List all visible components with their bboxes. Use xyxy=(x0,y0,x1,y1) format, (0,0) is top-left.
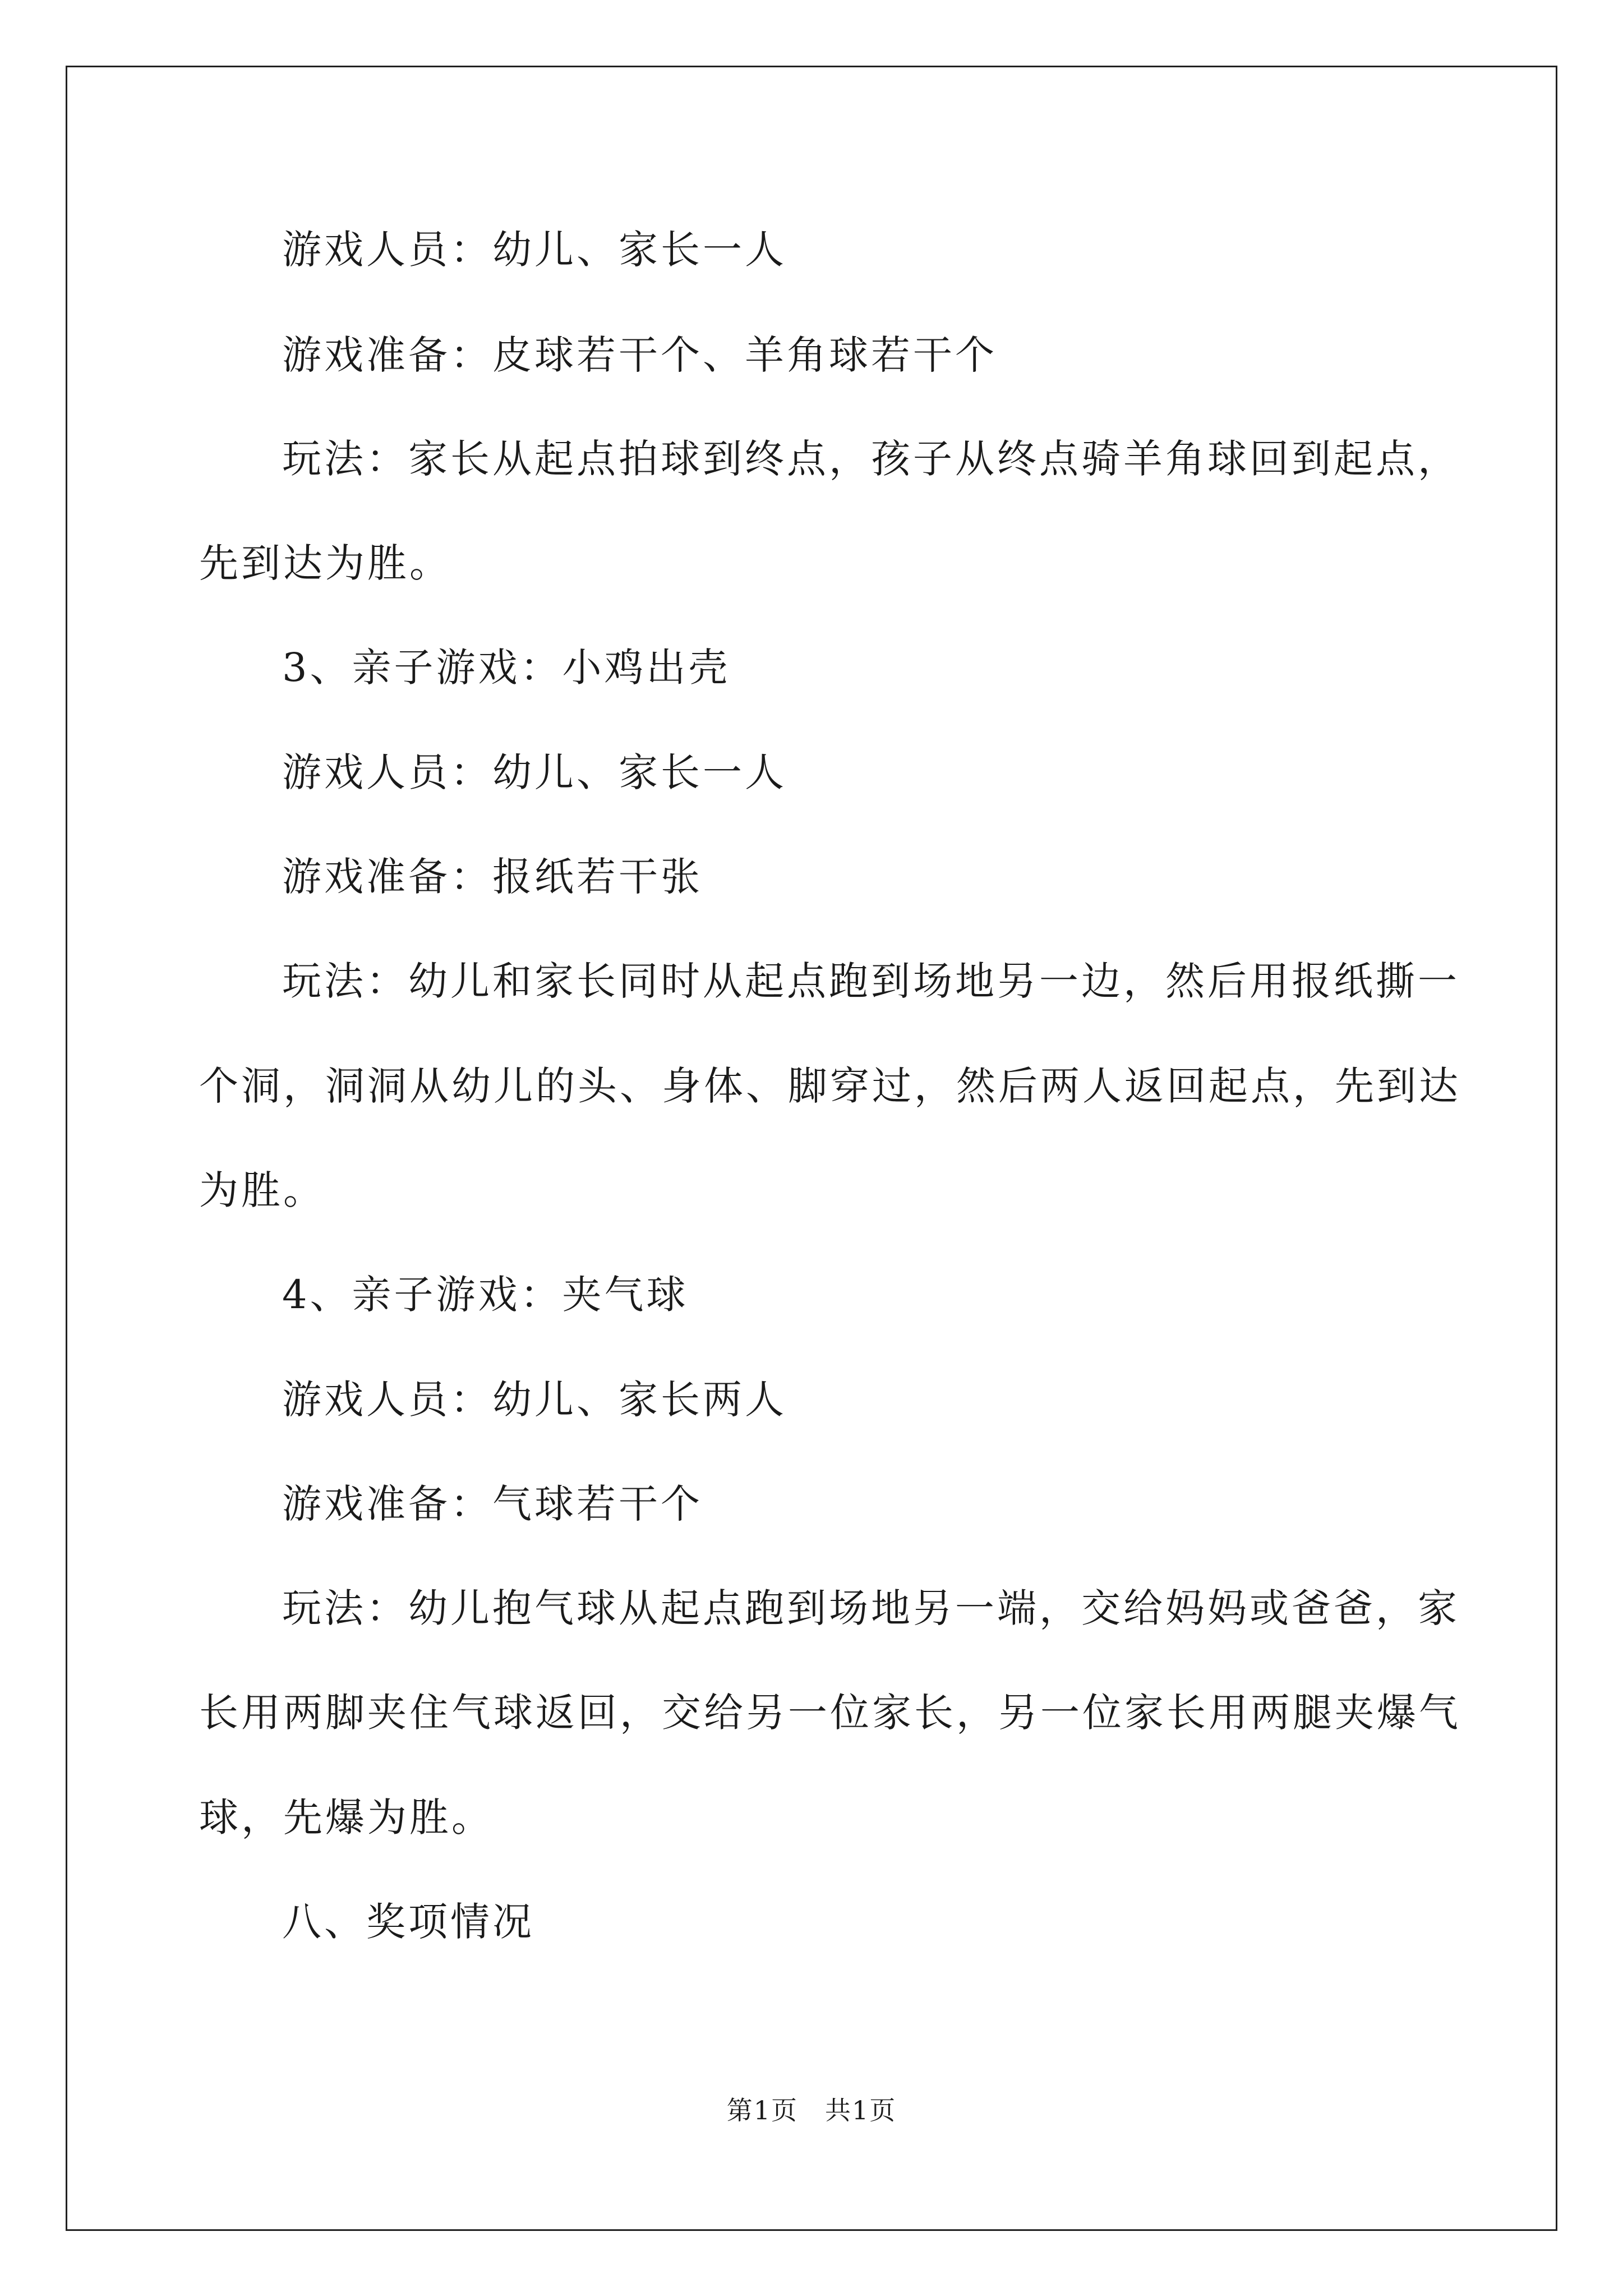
paragraph-line: 玩法：家长从起点拍球到终点，孩子从终点骑羊角球回到起点， xyxy=(282,436,1460,482)
paragraph-line: 游戏准备：皮球若干个、羊角球若干个 xyxy=(282,332,997,378)
section-heading: 3、亲子游戏：小鸡出壳 xyxy=(282,645,731,691)
paragraph-line: 游戏人员：幼儿、家长一人 xyxy=(282,227,787,273)
paragraph-line: 长用两脚夹住气球返回，交给另一位家长，另一位家长用两腿夹爆气 xyxy=(199,1690,1461,1736)
page-number: 第1页 共1页 xyxy=(726,2095,897,2125)
paragraph-line: 为胜。 xyxy=(199,1167,325,1213)
paragraph-line: 玩法：幼儿和家长同时从起点跑到场地另一边，然后用报纸撕一 xyxy=(282,958,1460,1004)
paragraph-line: 玩法：幼儿抱气球从起点跑到场地另一端，交给妈妈或爸爸，家 xyxy=(282,1585,1460,1631)
paragraph-line: 游戏准备：报纸若干张 xyxy=(282,854,703,900)
paragraph-line: 游戏准备：气球若干个 xyxy=(282,1481,703,1527)
paragraph-line: 游戏人员：幼儿、家长一人 xyxy=(282,749,787,795)
paragraph-line: 游戏人员：幼儿、家长两人 xyxy=(282,1377,787,1423)
section-heading: 八、奖项情况 xyxy=(282,1899,534,1945)
section-heading: 4、亲子游戏：夹气球 xyxy=(282,1272,689,1318)
paragraph-line: 先到达为胜。 xyxy=(199,540,451,586)
paragraph-line: 球，先爆为胜。 xyxy=(199,1795,494,1841)
paragraph-line: 个洞，洞洞从幼儿的头、身体、脚穿过，然后两人返回起点，先到达 xyxy=(199,1063,1461,1109)
